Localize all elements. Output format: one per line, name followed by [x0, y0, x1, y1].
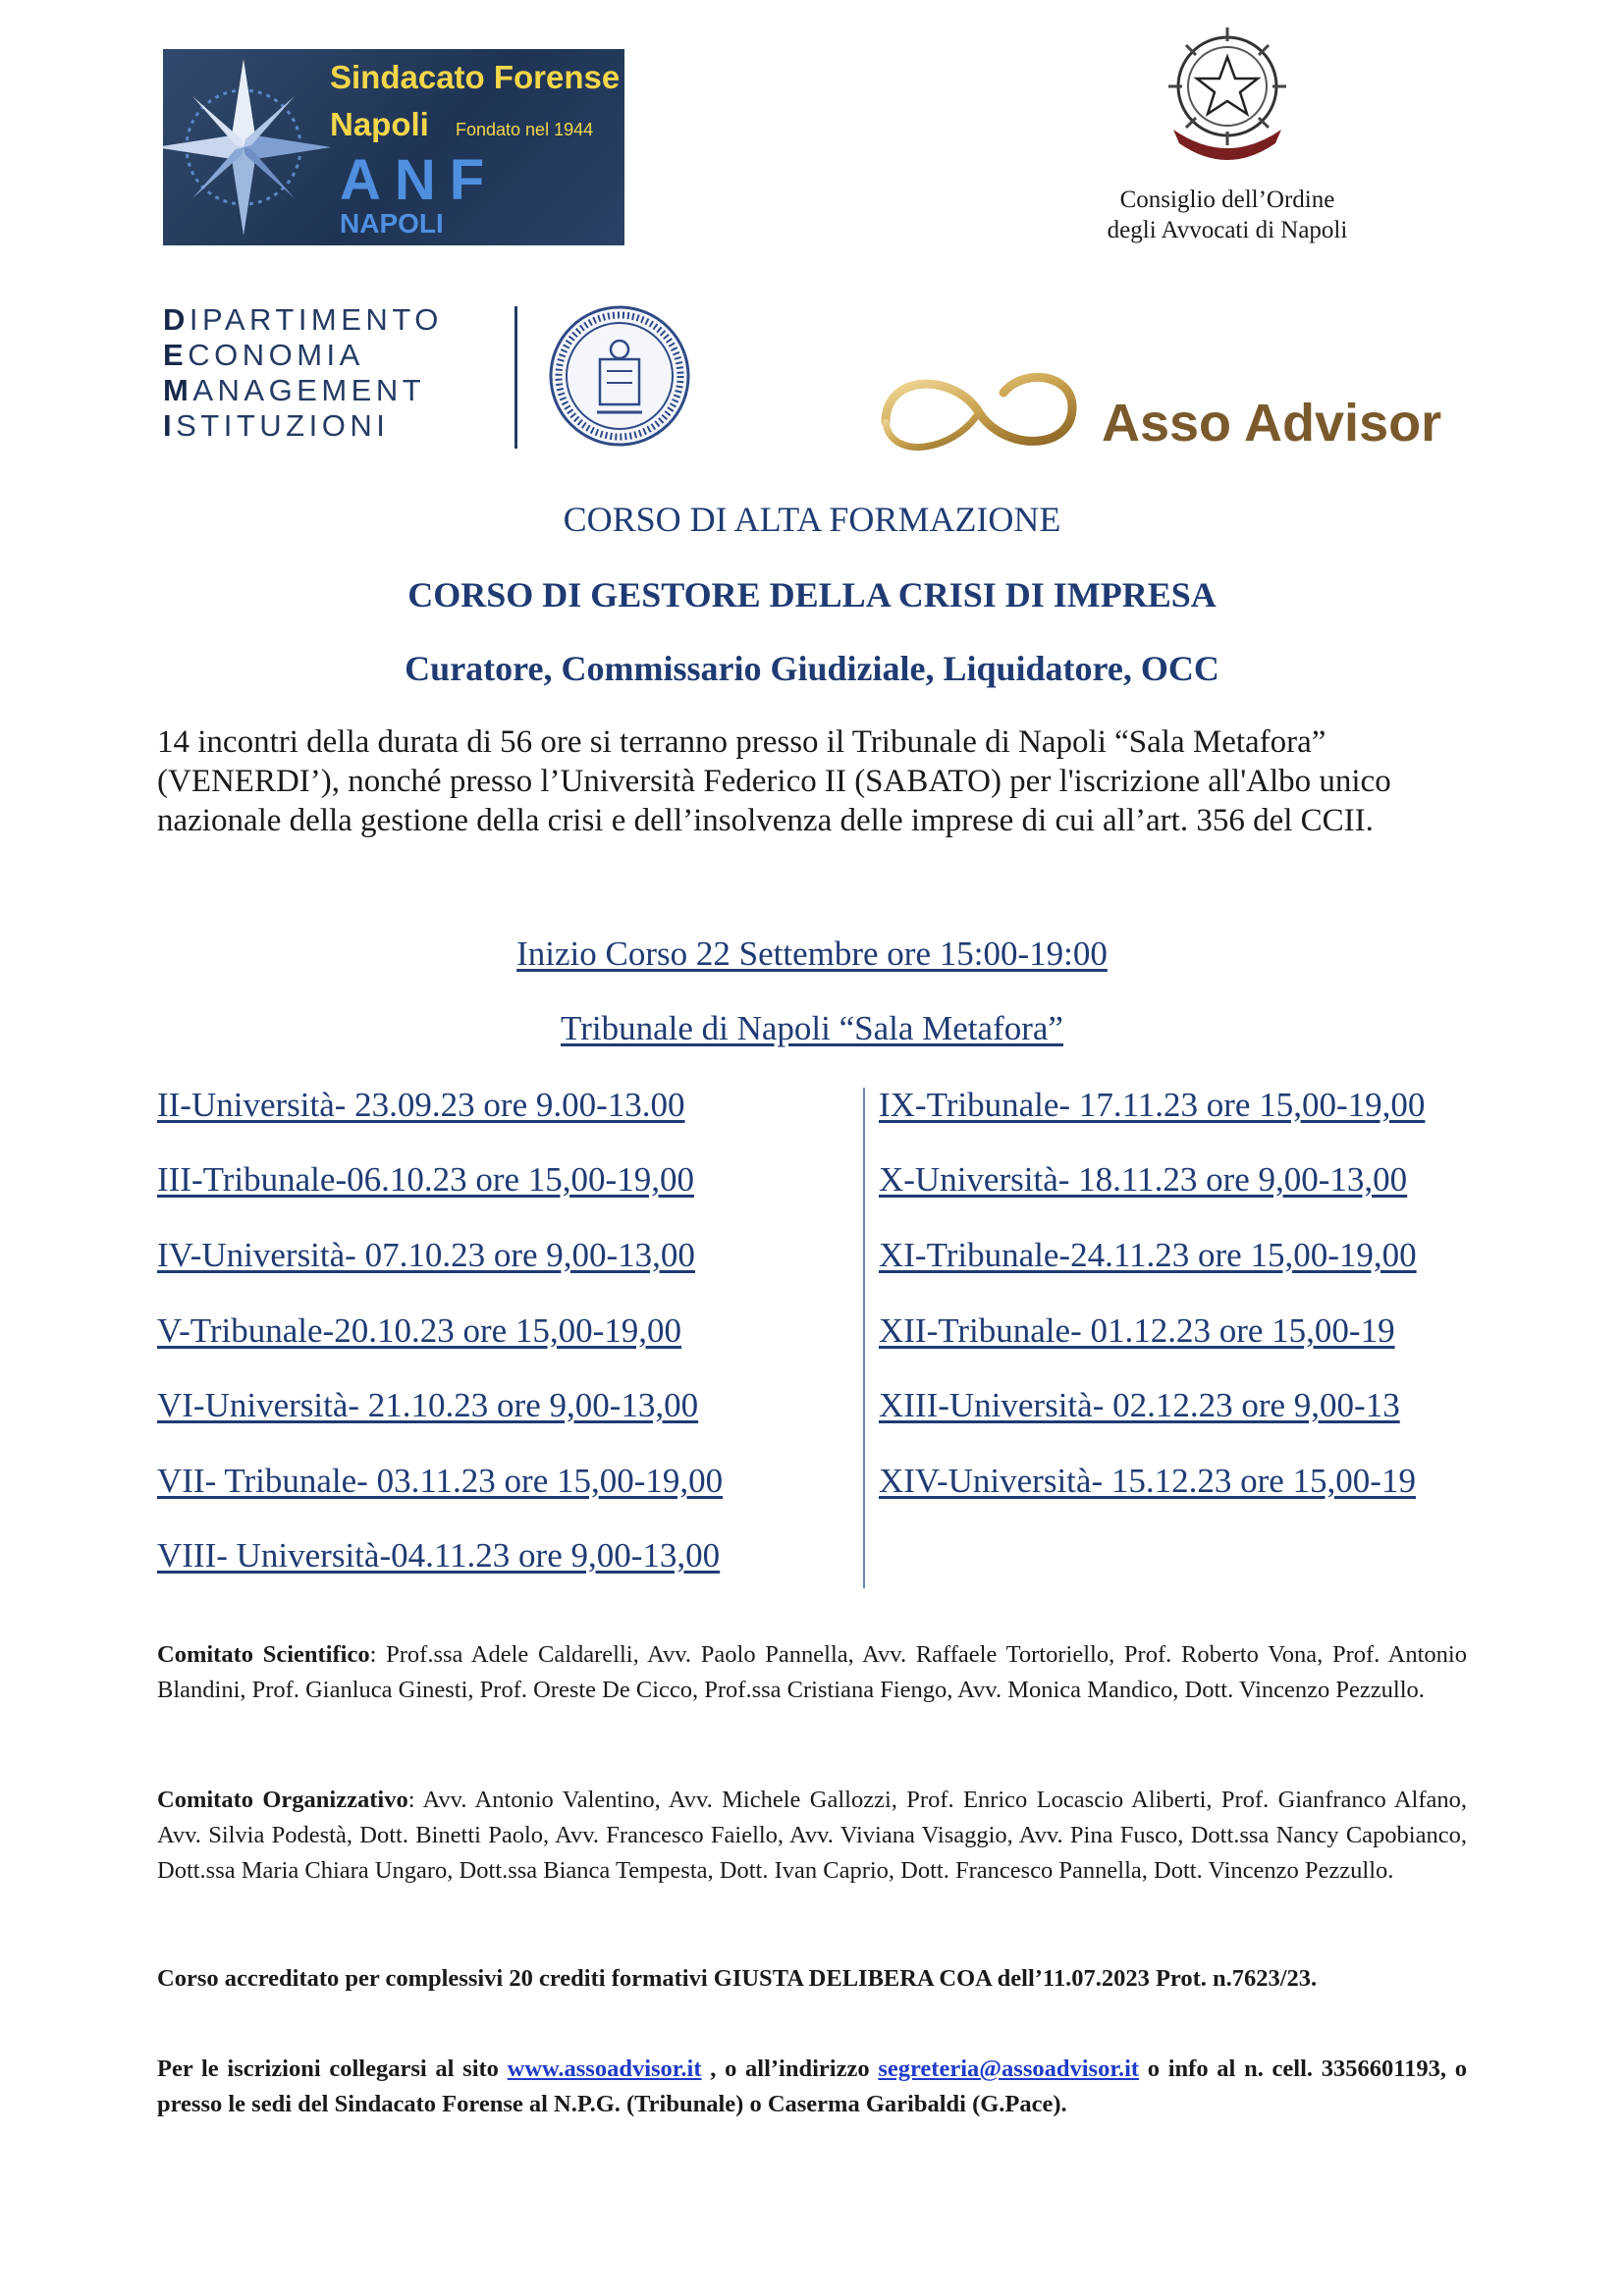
- demi-row: [163, 408, 497, 444]
- organizing-committee-label: Comitato Organizzativo: [157, 1787, 408, 1813]
- course-roles: Curatore, Commissario Giudiziale, Liquidatore, OCC: [405, 649, 1219, 688]
- demi-row: [163, 373, 497, 408]
- registration-info: [157, 2052, 1467, 2122]
- anf-line2: Napoli: [330, 106, 429, 142]
- course-title: CORSO DI GESTORE DELLA CRISI DI IMPRESA: [407, 575, 1217, 614]
- demi-initial: I: [163, 408, 177, 443]
- demi-row: [163, 302, 497, 338]
- schedule-item[interactable]: V-Tribunale-20.10.23 ore 15,00-19,00: [157, 1311, 682, 1350]
- course-type: CORSO DI ALTA FORMAZIONE: [563, 500, 1061, 539]
- scientific-committee: [157, 1637, 1467, 1708]
- coa-line2: degli Avvocati di Napoli: [1107, 217, 1348, 243]
- demi-row: [163, 338, 497, 373]
- course-start-link[interactable]: Inizio Corso 22 Settembre ore 15:00-19:00: [516, 934, 1108, 973]
- italian-republic-emblem-icon: [1154, 20, 1301, 167]
- demi-logo: [163, 302, 497, 444]
- schedule-divider: [863, 1088, 865, 1588]
- schedule-item[interactable]: XII-Tribunale- 01.12.23 ore 15,00-19: [879, 1311, 1395, 1350]
- coa-name: [1021, 185, 1434, 245]
- asso-infinity-icon: [866, 353, 1092, 471]
- coa-line1: Consiglio dell’Ordine: [1119, 187, 1335, 213]
- schedule-item[interactable]: XI-Tribunale-24.11.23 ore 15,00-19,00: [879, 1236, 1417, 1274]
- university-seal-icon: [546, 302, 693, 450]
- schedule-item[interactable]: III-Tribunale-06.10.23 ore 15,00-19,00: [157, 1160, 694, 1199]
- website-link[interactable]: www.assoadvisor.it: [507, 2056, 702, 2082]
- anf-line1: Sindacato Forense: [330, 59, 621, 95]
- anf-city: NAPOLI: [340, 208, 444, 239]
- demi-divider: [514, 306, 517, 449]
- schedule-item[interactable]: X-Università- 18.11.23 ore 9,00-13,00: [879, 1160, 1408, 1199]
- demi-initial: M: [163, 373, 193, 407]
- organizing-committee: [157, 1783, 1467, 1889]
- registration-suffix: o info al n. cell. 3356601193, o presso le sedi del Sindacato Forense al N.P.G. (Tribunale) o Caserma Garibaldi (G.Pace).: [157, 2056, 1467, 2117]
- schedule-item[interactable]: IX-Tribunale- 17.11.23 ore 15,00-19,00: [879, 1086, 1426, 1124]
- registration-prefix: Per le iscrizioni collegarsi al sito: [157, 2056, 508, 2082]
- intro-paragraph: 14 incontri della durata di 56 ore si terranno presso il Tribunale di Napoli “Sala Metafora” (VENERDI’), nonché presso l’Università Federico II (SABATO) per l'iscrizione all'Albo unico nazionale della gestione della crisi e dell’insolvenza delle imprese di cui all’art. 356 del CCII.: [157, 724, 1391, 838]
- schedule-item[interactable]: XIII-Università- 02.12.23 ore 9,00-13: [879, 1386, 1400, 1424]
- anf-logo: [163, 49, 624, 245]
- organizing-committee-members: : Avv. Antonio Valentino, Avv. Michele Gallozzi, Prof. Enrico Locascio Aliberti, Prof. Gianfranco Alfano, Avv. Silvia Podestà, Dott. Binetti Paolo, Avv. Francesco Faiello, Avv. Viviana Visaggio, Avv. Pina Fusco, Dott.ssa Nancy Capobianco, Dott.ssa Maria Chiara Ungaro, Dott.ssa Bianca Tempesta, Dott. Ivan Caprio, Dott. Francesco Pannella, Dott. Vincenzo Pezzullo.: [157, 1787, 1467, 1884]
- anf-acronym: ANF: [340, 148, 499, 212]
- demi-initial: E: [163, 338, 189, 372]
- demi-rest: STITUZIONI: [176, 408, 390, 443]
- anf-founded: Fondato nel 1944: [456, 120, 594, 139]
- email-link[interactable]: segreteria@assoadvisor.it: [878, 2056, 1140, 2082]
- scientific-committee-label: Comitato Scientifico: [157, 1641, 370, 1668]
- demi-rest: CONOMIA: [188, 338, 364, 372]
- registration-mid: , o all’indirizzo: [701, 2056, 879, 2082]
- schedule-item[interactable]: VII- Tribunale- 03.11.23 ore 15,00-19,00: [157, 1462, 724, 1500]
- schedule-item[interactable]: II-Università- 23.09.23 ore 9.00-13.00: [157, 1086, 685, 1124]
- course-venue-link[interactable]: Tribunale di Napoli “Sala Metafora”: [561, 1009, 1063, 1047]
- scientific-committee-members: : Prof.ssa Adele Caldarelli, Avv. Paolo Pannella, Avv. Raffaele Tortoriello, Prof. Roberto Vona, Prof. Antonio Blandini, Prof. Gianluca Ginesti, Prof. Oreste De Cicco, Prof.ssa Cristiana Fiengo, Avv. Monica Mandico, Dott. Vincenzo Pezzullo.: [157, 1641, 1467, 1703]
- demi-rest: IPARTIMENTO: [189, 302, 443, 337]
- schedule-item[interactable]: XIV-Università- 15.12.23 ore 15,00-19: [879, 1462, 1416, 1500]
- schedule-item[interactable]: VIII- Università-04.11.23 ore 9,00-13,00: [157, 1536, 721, 1575]
- asso-advisor-name: Asso Advisor: [1102, 394, 1442, 453]
- compass-star-icon: [163, 49, 330, 245]
- demi-initial: D: [163, 302, 189, 337]
- schedule-item[interactable]: IV-Università- 07.10.23 ore 9,00-13,00: [157, 1236, 695, 1274]
- accreditation-note: Corso accreditato per complessivi 20 crediti formativi GIUSTA DELIBERA COA dell’11.07.2023 Prot. n.7623/23.: [157, 1965, 1318, 1992]
- demi-rest: ANAGEMENT: [192, 373, 426, 407]
- schedule-item[interactable]: VI-Università- 21.10.23 ore 9,00-13,00: [157, 1386, 699, 1424]
